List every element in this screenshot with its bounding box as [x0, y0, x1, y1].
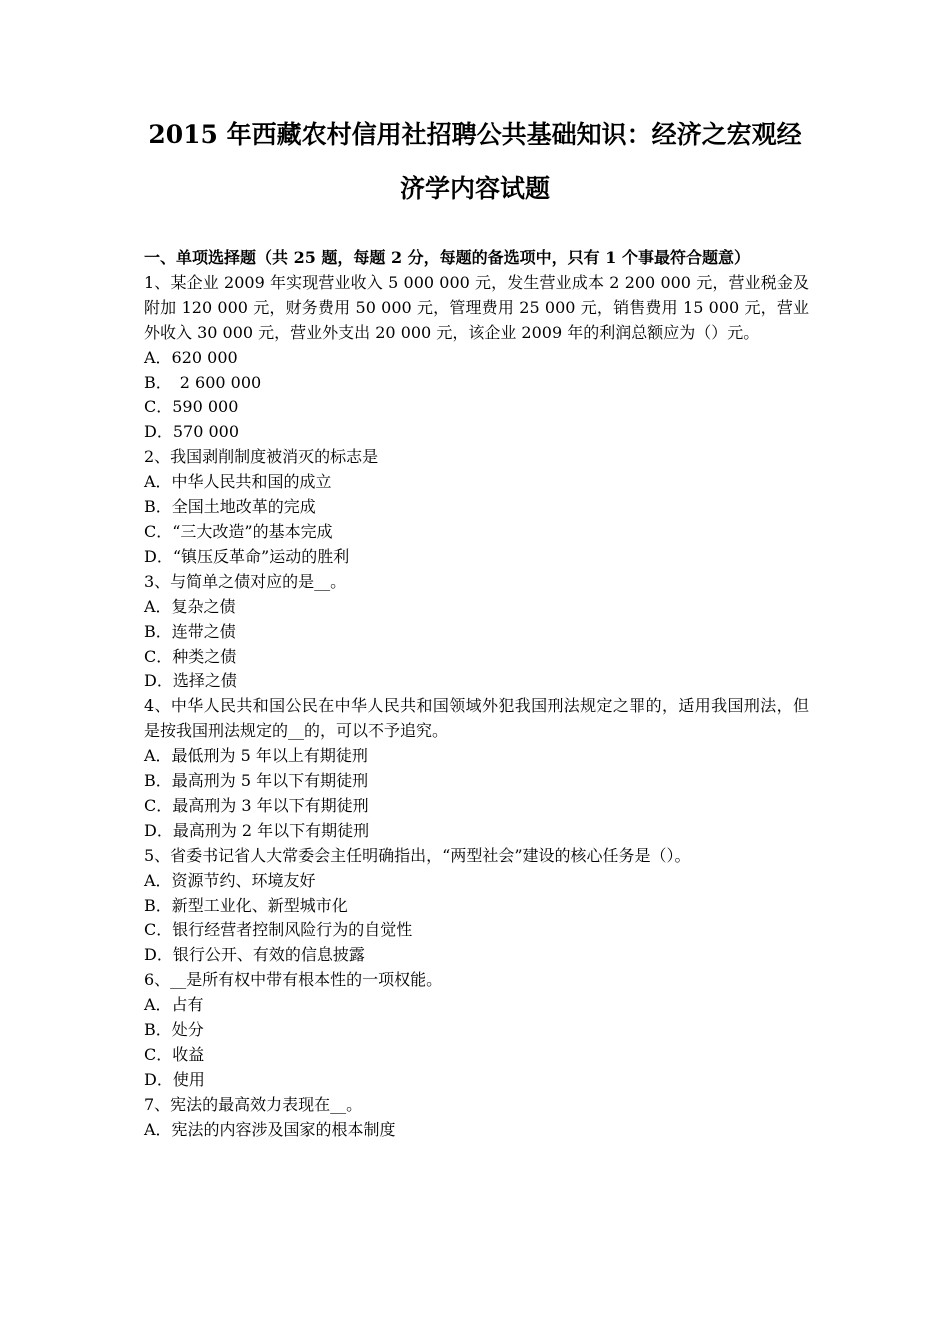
question-1-stem: 1、某企业 2009 年实现营业收入 5 000 000 元，发生营业成本 2 200 000 元，营业税金及附加 120 000 元，财务费用 50 000 元，管理费用 25 000 元，销售费用 15 000 元，营业外收入 30 000 元，营业外支出 20 000 元，该企业 2009 年的利润总额应为（）元。	[144, 272, 809, 342]
question-1-option-b: B． 2 600 000	[144, 372, 262, 392]
question-3-option-c: C．种类之债	[144, 646, 237, 666]
question-4-option-a: A．最低刑为 5 年以上有期徒刑	[144, 746, 368, 766]
question-2-option-a: A．中华人民共和国的成立	[144, 472, 332, 492]
document-body	[144, 246, 809, 1143]
question-4-stem: 4、中华人民共和国公民在中华人民共和国领域外犯我国刑法规定之罪的，适用我国刑法，但是按我国刑法规定的__的，可以不予追究。	[144, 696, 809, 741]
question-5-option-b: B．新型工业化、新型城市化	[144, 895, 348, 915]
question-4-option-b: B．最高刑为 5 年以下有期徒刑	[144, 771, 369, 791]
question-1-option-c: C．590 000	[144, 397, 239, 417]
question-2-option-d: D．“镇压反革命”运动的胜利	[144, 546, 350, 566]
question-1-option-d: D．570 000	[144, 422, 239, 442]
question-6-option-c: C．收益	[144, 1045, 205, 1064]
document-title-line-1: 2015 年西藏农村信用社招聘公共基础知识：经济之宏观经	[148, 120, 802, 149]
question-6-option-b: B．处分	[144, 1020, 204, 1040]
question-2-option-b: B．全国土地改革的完成	[144, 497, 316, 517]
question-5-option-d: D．银行公开、有效的信息披露	[144, 945, 365, 965]
question-6-option-a: A．占有	[144, 995, 204, 1015]
question-3-stem: 3、与简单之债对应的是__。	[144, 571, 347, 591]
question-7-option-a: A．宪法的内容涉及国家的根本制度	[144, 1119, 396, 1139]
question-5-stem: 5、省委书记省人大常委会主任明确指出，“两型社会”建设的核心任务是（）。	[144, 845, 691, 865]
section-heading: 一、单项选择题（共 25 题，每题 2 分，每题的备选项中，只有 1 个事最符合题意）	[144, 248, 750, 267]
question-4-option-d: D．最高刑为 2 年以下有期徒刑	[144, 820, 370, 840]
question-7-stem: 7、宪法的最高效力表现在__。	[144, 1094, 363, 1114]
question-5-option-a: A．资源节约、环境友好	[144, 870, 316, 890]
question-3-option-a: A．复杂之债	[144, 596, 236, 616]
question-2-stem: 2、我国剥削制度被消灭的标志是	[144, 447, 379, 467]
question-5-option-c: C．银行经营者控制风险行为的自觉性	[144, 920, 413, 940]
question-3-option-d: D．选择之债	[144, 671, 237, 691]
question-6-option-d: D．使用	[144, 1069, 205, 1089]
document-title-line-2: 济学内容试题	[399, 174, 550, 203]
question-4-option-c: C．最高刑为 3 年以下有期徒刑	[144, 795, 369, 815]
question-3-option-b: B．连带之债	[144, 621, 236, 641]
question-6-stem: 6、__是所有权中带有根本性的一项权能。	[144, 970, 443, 990]
question-2-option-c: C．“三大改造”的基本完成	[144, 521, 333, 541]
question-1-option-a: A．620 000	[144, 347, 238, 367]
